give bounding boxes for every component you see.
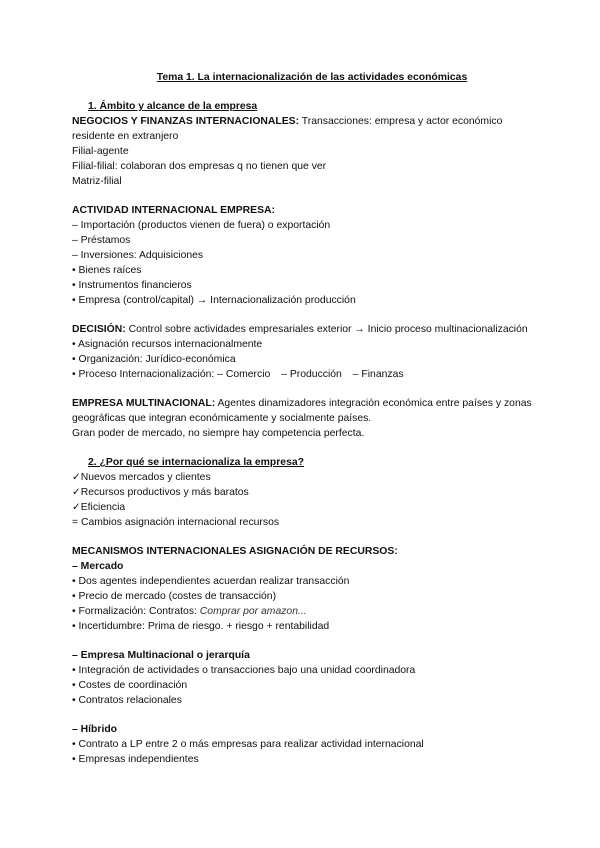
decision-label: DECISIÓN: — [72, 324, 126, 335]
text-line: = Cambios asignación internacional recursos — [72, 517, 280, 528]
decision-text: Control sobre actividades empresariales exterior → Inicio proceso multinacionalización — [128, 324, 528, 335]
mercado-heading: – Mercado — [72, 561, 124, 572]
check-item: ✓Recursos productivos y más baratos — [72, 487, 249, 498]
list-item: • Precio de mercado (costes de transacción) — [72, 591, 277, 602]
proceso-comercio: – Comercio — [217, 369, 271, 380]
multinacional-paragraph — [72, 396, 542, 426]
multinacional-label: EMPRESA MULTINACIONAL: — [72, 398, 216, 409]
multinacional-text: Agentes dinamizadores integración económica entre países y zonas geográficas que integran económicamente y socialmente países. — [72, 398, 532, 424]
mecanismos-heading: MECANISMOS INTERNACIONALES ASIGNACIÓN DE RECURSOS: — [72, 546, 398, 557]
list-item: – Préstamos — [72, 235, 131, 246]
text-line: Filial-agente — [72, 146, 129, 157]
decision-paragraph — [72, 322, 542, 337]
section-actividad — [72, 203, 542, 308]
section-por-que — [72, 455, 542, 530]
actividad-heading: ACTIVIDAD INTERNACIONAL EMPRESA: — [72, 205, 276, 216]
document-page — [72, 70, 542, 781]
negocios-label: NEGOCIOS Y FINANZAS INTERNACIONALES: — [72, 116, 300, 127]
list-item: • Bienes raíces — [72, 265, 142, 276]
section-mecanismos — [72, 544, 542, 634]
section-1-heading: 1. Ámbito y alcance de la empresa — [88, 101, 258, 112]
text-line: Matriz-filial — [72, 176, 122, 187]
section-ambito — [72, 99, 542, 189]
proceso-line — [72, 367, 542, 382]
formalizacion-example: Comprar por amazon... — [199, 606, 307, 617]
list-item: • Asignación recursos internacionalmente — [72, 339, 263, 350]
proceso-label: • Proceso Internacionalización: — [72, 369, 215, 380]
list-item: • Empresa (control/capital) → Internacionalización producción — [72, 295, 356, 306]
section-multinacional — [72, 396, 542, 441]
hibrido-heading: – Híbrido — [72, 724, 118, 735]
check-item: ✓Nuevos mercados y clientes — [72, 472, 211, 483]
text-line: Filial-filial: colaboran dos empresas q no tienen que ver — [72, 161, 327, 172]
list-item: • Contrato a LP entre 2 o más empresas para realizar actividad internacional — [72, 739, 424, 750]
page-title: Tema 1. La internacionalización de las actividades económicas — [156, 72, 468, 83]
section-2-heading: 2. ¿Por qué se internacionaliza la empresa? — [88, 457, 304, 468]
section-jerarquia — [72, 648, 542, 708]
text-line: Gran poder de mercado, no siempre hay competencia perfecta. — [72, 428, 365, 439]
section-decision — [72, 322, 542, 382]
list-item: • Instrumentos financieros — [72, 280, 192, 291]
list-item: • Contratos relacionales — [72, 695, 182, 706]
negocios-paragraph — [72, 114, 542, 144]
proceso-produccion: – Producción — [281, 369, 342, 380]
list-item: • Incertidumbre: Prima de riesgo. + riesgo + rentabilidad — [72, 621, 330, 632]
check-item: ✓Eficiencia — [72, 502, 126, 513]
section-hibrido — [72, 722, 542, 767]
list-item: • Empresas independientes — [72, 754, 199, 765]
negocios-text: Transacciones: empresa y actor económico residente en extranjero — [72, 116, 503, 142]
formalizacion-label: • Formalización: Contratos: — [72, 606, 197, 617]
jerarquia-heading: – Empresa Multinacional o jerarquía — [72, 650, 250, 661]
list-item: • Integración de actividades o transacciones bajo una unidad coordinadora — [72, 665, 416, 676]
list-item: • Organización: Jurídico-económica — [72, 354, 236, 365]
formalizacion-line — [72, 604, 542, 619]
list-item: – Importación (productos vienen de fuera) o exportación — [72, 220, 331, 231]
proceso-finanzas: – Finanzas — [352, 369, 404, 380]
list-item: • Dos agentes independientes acuerdan realizar transacción — [72, 576, 350, 587]
list-item: – Inversiones: Adquisiciones — [72, 250, 204, 261]
list-item: • Costes de coordinación — [72, 680, 188, 691]
